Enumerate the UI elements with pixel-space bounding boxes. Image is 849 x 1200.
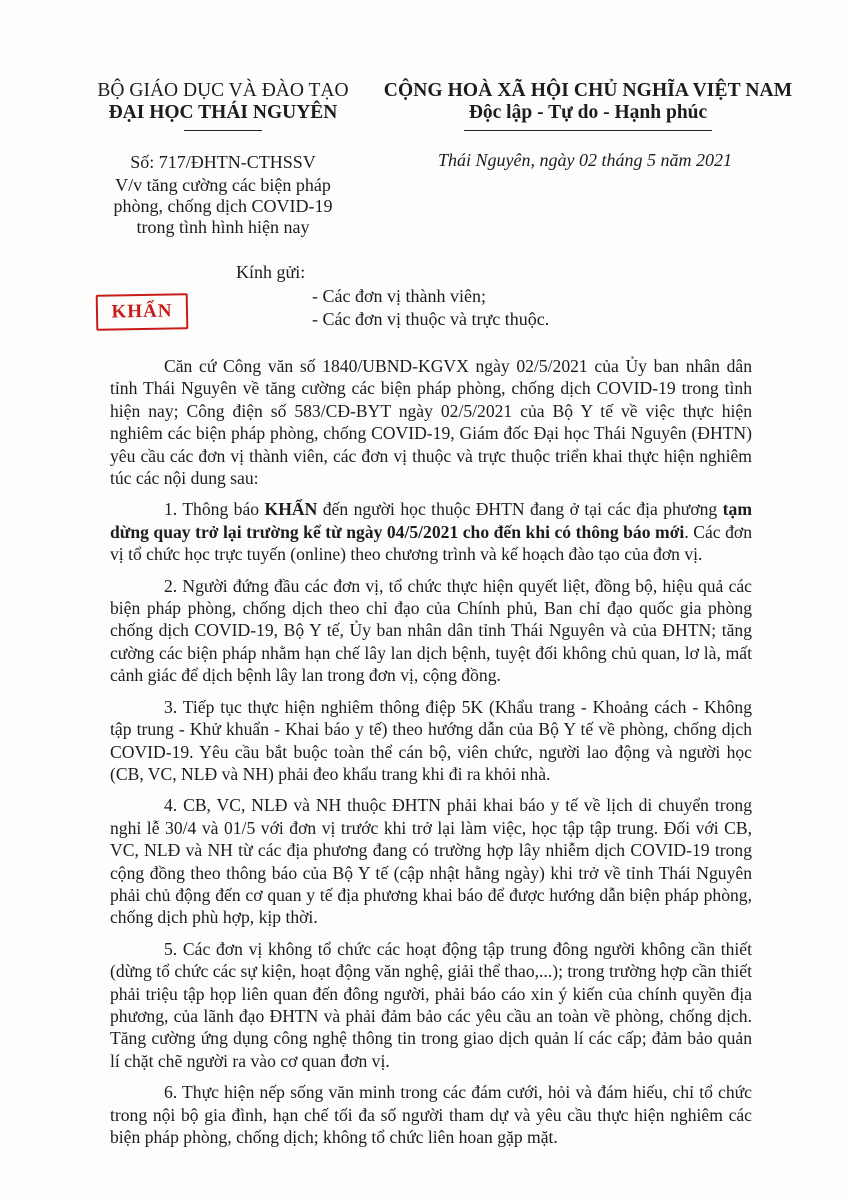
urgent-stamp: KHẨN (96, 293, 189, 331)
document-reference (78, 152, 368, 238)
nation-name: CỘNG HOÀ XÃ HỘI CHỦ NGHĨA VIỆT NAM (383, 80, 793, 101)
item1-text: đến người học thuộc ĐHTN đang ở tại các địa phương (317, 499, 723, 520)
directive-item-1 (110, 498, 752, 565)
university-name: ĐẠI HỌC THÁI NGUYÊN (108, 102, 338, 123)
recipient-item: - Các đơn vị thuộc và trực thuộc. (312, 309, 550, 329)
subject-line: phòng, chống dịch COVID-19 (113, 196, 333, 216)
intro-paragraph: Căn cứ Công văn số 1840/UBND-KGVX ngày 02/5/2021 của Ủy ban nhân dân tỉnh Thái Nguyên về tăng cường các biện pháp phòng, chống dịch COVID-19 trong tình hiện nay; Công điện số 583/CĐ-BYT ngày 02/5/2021 của Bộ Y tế về việc thực hiện nghiêm các biện pháp phòng, chống COVID-19, Giám đốc Đại học Thái Nguyên (ĐHTN) yêu cầu các đơn vị thành viên, các đơn vị thuộc và trực thuộc triển khai thực hiện nghiêm túc các nội dung sau: (110, 356, 752, 489)
document-body (110, 355, 752, 1157)
directive-item-6: 6. Thực hiện nếp sống văn minh trong các đám cưới, hỏi và đám hiếu, chỉ tổ chức trong nội bộ gia đình, hạn chế tối đa số người tham dự và yêu cầu thực hiện nghiêm các biện pháp phòng, chống dịch; không tổ chức liên hoan gặp mặt. (110, 1082, 752, 1147)
recipient-item: - Các đơn vị thành viên; (312, 286, 486, 306)
urgent-keyword: KHẨN (264, 499, 318, 520)
directive-item-5: 5. Các đơn vị không tổ chức các hoạt động tập trung đông người không cần thiết (dừng tổ chức các sự kiện, hoạt động văn nghệ, giải thể thao,...); trong trường hợp cần thiết phải triệu tập họp liên quan đến đông người, phải báo cáo xin ý kiến của chính quyền địa phương, của lãnh đạo ĐHTN và phải đảm bảo các yêu cầu an toàn về phòng, chống dịch. Tăng cường ứng dụng công nghệ thông tin trong giao dịch quản lí các cấp; đảm bảo quản lí chặt chẽ người ra vào cơ quan đơn vị. (110, 938, 752, 1071)
national-heading (378, 80, 798, 131)
directive-item-4: 4. CB, VC, NLĐ và NH thuộc ĐHTN phải khai báo y tế về lịch di chuyển trong nghỉ lễ 30/4 và 01/5 với đơn vị trước khi trở lại làm việc, học tập tập trung. Đối với CB, VC, NLĐ và NH từ các địa phương đang có trường hợp lây nhiễm dịch COVID-19 trong cộng đồng theo thông báo của Bộ Y tế (cập nhật hằng ngày) khi trở về tỉnh Thái Nguyên phải chủ động đến cơ quan y tế địa phương khai báo để được hướng dẫn biện pháp phòng, chống dịch phù hợp, kịp thời. (110, 795, 752, 928)
directive-item-3: 3. Tiếp tục thực hiện nghiêm thông điệp 5K (Khẩu trang - Khoảng cách - Không tập trung - Khử khuẩn - Khai báo y tế) theo hướng dẫn của Bộ Y tế về phòng, chống dịch COVID-19. Yêu cầu bắt buộc toàn thể cán bộ, viên chức, người lao động và người học (CB, VC, NLĐ và NH) phải đeo khẩu trang khi đi ra khỏi nhà. (110, 696, 752, 784)
item1-text: 1. Thông báo (164, 499, 265, 520)
place-and-date: Thái Nguyên, ngày 02 tháng 5 năm 2021 (438, 150, 732, 170)
issuing-agency (78, 80, 368, 131)
item1-text: . Các đơn vị tổ chức học trực tuyến (online) theo chương trình và kế hoạch đào tạo của đơn vị. (110, 521, 752, 565)
subject-line: trong tình hình hiện nay (136, 217, 310, 237)
ministry-name: BỘ GIÁO DỤC VÀ ĐÀO TẠO (97, 80, 349, 101)
recipients-label: Kính gửi: (236, 262, 306, 282)
document-number: Số: 717/ĐHTN-CTHSSV (130, 152, 316, 172)
agency-underline (184, 130, 262, 131)
national-motto: Độc lập - Tự do - Hạnh phúc (468, 102, 708, 123)
item1-emphasis: tạm dừng quay trở lại trường kể từ ngày 04/5/2021 cho đến khi có thông báo mới (110, 499, 752, 542)
subject-line: V/v tăng cường các biện pháp (115, 175, 331, 195)
directive-item-2: 2. Người đứng đầu các đơn vị, tổ chức thực hiện quyết liệt, đồng bộ, hiệu quả các biện pháp phòng, chống dịch theo chỉ đạo của Chính phủ, Ban chỉ đạo quốc gia phòng chống dịch COVID-19, Bộ Y tế, Ủy ban nhân dân tỉnh Thái Nguyên và của ĐHTN; tăng cường các biện pháp nhằm hạn chế lây lan dịch bệnh, tuyệt đối không chủ quan, lơ là, mất cảnh giác để dịch bệnh lây lan trong đơn vị, cộng đồng. (110, 575, 752, 686)
motto-underline (464, 130, 712, 131)
document-subject (78, 175, 368, 238)
